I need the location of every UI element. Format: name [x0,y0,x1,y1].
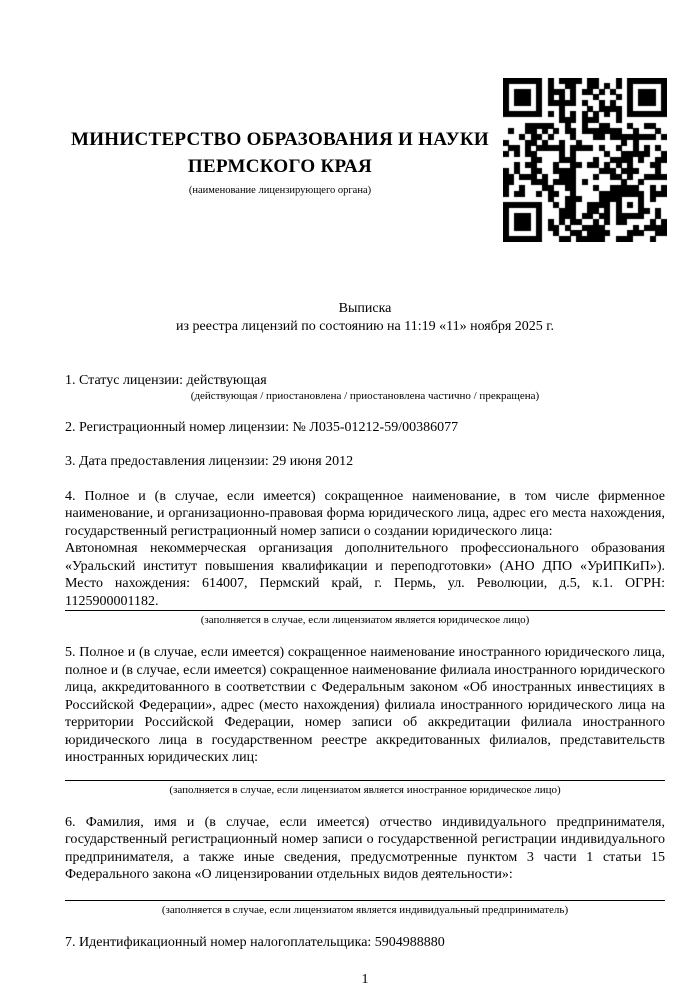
item-1-license-status: 1. Статус лицензии: действующая [65,373,267,388]
document-body [0,300,700,989]
item-5-fill-line [65,780,665,781]
item-1-caption: (действующая / приостановлена / приостановлена частично / прекращена) [190,389,540,402]
item-6-fill-line [65,900,665,901]
item-5-caption: (заполняется в случае, если лицензиатом является иностранное юридическое лицо) [169,783,561,796]
page-number: 1 [361,972,369,987]
item-6-caption: (заполняется в случае, если лицензиатом является индивидуальный предприниматель) [161,903,569,916]
item-4-caption: (заполняется в случае, если лицензиатом является юридическое лицо) [200,614,530,626]
document-title-line1: Выписка [338,301,392,316]
item-5-foreign-entity-label: 5. Полное и (в случае, если имеется) сокращенное наименование иностранного юридического лица, полное и (в случае, если имеется) сокращенное наименование филиала иностранного юридического лица, аккредитованного в соответствии с Федеральным законом «Об иностранных инвестициях в Российской Федерации», адрес (место нахождения) филиала иностранного юридического лица на территории Российской Федерации, номер записи об аккредитации филиала иностранного юридического лица в государственном реестре аккредитованных филиалов, представительств иностранных юридических лиц: [65,645,665,765]
item-4-legal-entity-value: Автономная некоммерческая организация дополнительного профессионального образования «Уральский институт повышения квалификации и переподготовки» (АНО ДПО «УрИПКиП»). Место нахождения: 614007, Пермский край, г. Пермь, ул. Революции, д.5, к.1. ОГРН: 1125900001182. [65,541,665,609]
item-3-grant-date: 3. Дата предоставления лицензии: 29 июня 2012 [65,454,354,469]
item-2-registration-number: 2. Регистрационный номер лицензии: № Л035-01212-59/00386077 [65,419,459,435]
ministry-name-line1: МИНИСТЕРСТВО ОБРАЗОВАНИЯ И НАУКИ [70,129,490,150]
item-4-legal-entity-label: 4. Полное и (в случае, если имеется) сокращенное наименование, в том числе фирменное наименование, и организационно-правовая форма юридического лица, адрес его места нахождения, государственный регистрационный номер записи о создании юридического лица: [65,488,665,539]
ministry-caption: (наименование лицензирующего органа) [188,185,372,196]
item-6-entrepreneur-label: 6. Фамилия, имя и (в случае, если имеется) отчество индивидуального предпринимателя, государственный регистрационный номер записи о государственной регистрации индивидуального предпринимателя, а также иные сведения, предусмотренные пунктом 3 части 1 статьи 15 Федерального закона «О лицензировании отдельных видов деятельности»: [65,814,665,882]
ministry-name [65,126,495,180]
item-7-taxpayer-number: 7. Идентификационный номер налогоплательщика: 5904988880 [65,934,445,950]
document-title [65,300,665,335]
ministry-name-line2: ПЕРМСКОГО КРАЯ [187,156,373,177]
licensing-authority-block [65,126,495,197]
qr-code-icon [503,78,667,242]
document-header [0,0,700,242]
item-4-fill-line [65,610,665,611]
document-title-line2: из реестра лицензий по состоянию на 11:19 «11» ноября 2025 г. [176,318,554,334]
